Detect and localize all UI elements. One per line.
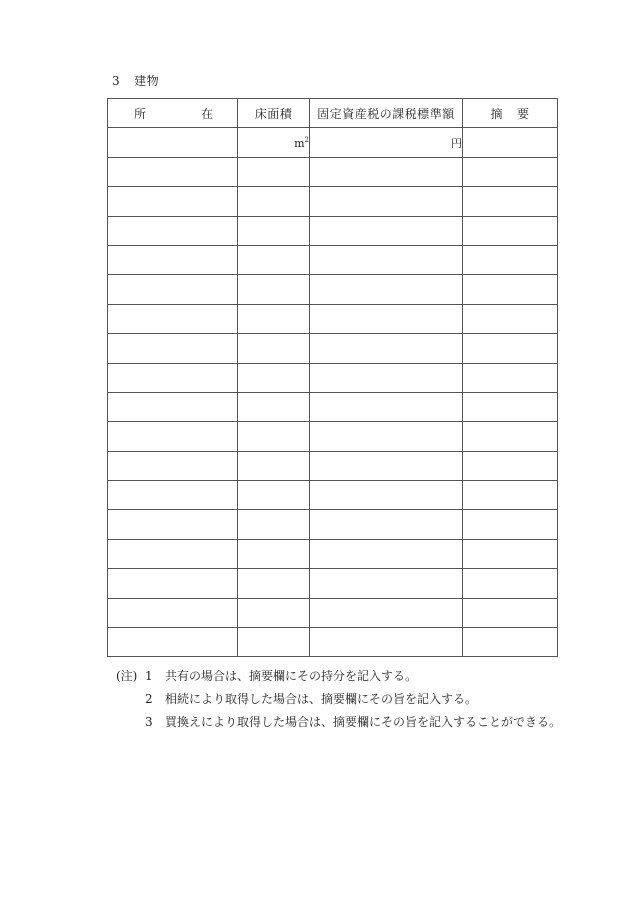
header-remarks <box>463 99 558 128</box>
remarks-cell[interactable] <box>463 128 558 157</box>
remarks-cell[interactable] <box>463 422 558 451</box>
remarks-cell[interactable] <box>463 569 558 598</box>
tax-value-cell[interactable] <box>310 598 463 627</box>
tax-value-cell[interactable] <box>310 275 463 304</box>
location-cell[interactable] <box>108 392 238 421</box>
remarks-cell[interactable] <box>463 245 558 274</box>
tax-value-cell[interactable] <box>310 187 463 216</box>
table-row <box>108 216 558 245</box>
floor-area-cell[interactable] <box>238 539 310 568</box>
table-row <box>108 363 558 392</box>
tax-value-cell[interactable] <box>310 157 463 186</box>
location-cell[interactable] <box>108 539 238 568</box>
tax-value-cell[interactable] <box>310 422 463 451</box>
tax-value-cell[interactable] <box>310 128 463 157</box>
note-number: 2 <box>145 691 153 706</box>
remarks-cell[interactable] <box>463 481 558 510</box>
header-remarks-left: 摘 <box>490 106 503 121</box>
location-cell[interactable] <box>108 598 238 627</box>
note-text: 買換えにより取得した場合は、摘要欄にその旨を記入することができる。 <box>165 715 562 729</box>
table-row <box>108 569 558 598</box>
floor-area-cell[interactable] <box>238 157 310 186</box>
floor-area-cell[interactable] <box>238 510 310 539</box>
tax-value-cell[interactable] <box>310 510 463 539</box>
remarks-cell[interactable] <box>463 598 558 627</box>
remarks-cell[interactable] <box>463 363 558 392</box>
floor-area-cell[interactable] <box>238 275 310 304</box>
tax-value-cell[interactable] <box>310 392 463 421</box>
table-row <box>108 245 558 274</box>
note-number: 3 <box>145 714 153 729</box>
notes-label: (注) <box>116 669 138 683</box>
header-location-left: 所 <box>134 106 147 121</box>
header-remarks-right: 要 <box>517 106 530 121</box>
table-row <box>108 481 558 510</box>
floor-area-cell[interactable] <box>238 187 310 216</box>
unit-square-superscript: 2 <box>304 135 309 144</box>
floor-area-cell[interactable] <box>238 128 310 157</box>
remarks-cell[interactable] <box>463 451 558 480</box>
remarks-cell[interactable] <box>463 392 558 421</box>
tax-value-cell[interactable] <box>310 539 463 568</box>
location-cell[interactable] <box>108 187 238 216</box>
location-cell[interactable] <box>108 481 238 510</box>
table-row <box>108 187 558 216</box>
remarks-cell[interactable] <box>463 187 558 216</box>
header-floor-area: 床面積 <box>238 99 310 128</box>
remarks-cell[interactable] <box>463 275 558 304</box>
table-row <box>108 422 558 451</box>
header-location <box>108 99 238 128</box>
location-cell[interactable] <box>108 451 238 480</box>
table-row <box>108 451 558 480</box>
location-cell[interactable] <box>108 128 238 157</box>
table-row <box>108 628 558 657</box>
floor-area-cell[interactable] <box>238 451 310 480</box>
remarks-cell[interactable] <box>463 510 558 539</box>
tax-value-cell[interactable] <box>310 216 463 245</box>
floor-area-cell[interactable] <box>238 334 310 363</box>
note-text: 相続により取得した場合は、摘要欄にその旨を記入する。 <box>165 692 478 706</box>
location-cell[interactable] <box>108 157 238 186</box>
floor-area-cell[interactable] <box>238 363 310 392</box>
remarks-cell[interactable] <box>463 216 558 245</box>
floor-area-cell[interactable] <box>238 569 310 598</box>
location-cell[interactable] <box>108 422 238 451</box>
notes-section <box>116 664 561 733</box>
tax-value-cell[interactable] <box>310 481 463 510</box>
header-location-right: 在 <box>200 106 213 121</box>
note-item <box>116 687 561 710</box>
location-cell[interactable] <box>108 304 238 333</box>
remarks-cell[interactable] <box>463 628 558 657</box>
floor-area-cell[interactable] <box>238 245 310 274</box>
tax-value-cell[interactable] <box>310 451 463 480</box>
table-row <box>108 128 558 157</box>
note-item <box>116 664 561 687</box>
note-text: 共有の場合は、摘要欄にその持分を記入する。 <box>165 669 418 683</box>
tax-value-cell[interactable] <box>310 245 463 274</box>
remarks-cell[interactable] <box>463 539 558 568</box>
floor-area-cell[interactable] <box>238 392 310 421</box>
floor-area-cell[interactable] <box>238 481 310 510</box>
remarks-cell[interactable] <box>463 304 558 333</box>
section-title: 建物 <box>134 74 160 88</box>
location-cell[interactable] <box>108 628 238 657</box>
remarks-cell[interactable] <box>463 157 558 186</box>
location-cell[interactable] <box>108 275 238 304</box>
note-number: 1 <box>145 668 153 683</box>
table-row <box>108 157 558 186</box>
floor-area-cell[interactable] <box>238 216 310 245</box>
floor-area-cell[interactable] <box>238 628 310 657</box>
unit-square-meter: m <box>294 136 305 150</box>
building-table <box>107 98 558 657</box>
note-item <box>116 710 561 733</box>
tax-value-cell[interactable] <box>310 569 463 598</box>
location-cell[interactable] <box>108 216 238 245</box>
unit-yen: 円 <box>451 136 462 150</box>
header-tax-value: 固定資産税の課税標準額 <box>310 99 463 128</box>
table-row <box>108 392 558 421</box>
table-row <box>108 598 558 627</box>
tax-value-cell[interactable] <box>310 304 463 333</box>
floor-area-cell[interactable] <box>238 304 310 333</box>
location-cell[interactable] <box>108 510 238 539</box>
table-row <box>108 334 558 363</box>
table-row <box>108 275 558 304</box>
floor-area-cell[interactable] <box>238 598 310 627</box>
table-row <box>108 304 558 333</box>
section-number: 3 <box>112 74 121 88</box>
location-cell[interactable] <box>108 363 238 392</box>
table-header-row <box>108 99 558 128</box>
tax-value-cell[interactable] <box>310 363 463 392</box>
table-row <box>108 510 558 539</box>
location-cell[interactable] <box>108 569 238 598</box>
section-heading <box>112 72 159 89</box>
location-cell[interactable] <box>108 245 238 274</box>
table-row <box>108 539 558 568</box>
floor-area-cell[interactable] <box>238 422 310 451</box>
remarks-cell[interactable] <box>463 334 558 363</box>
tax-value-cell[interactable] <box>310 334 463 363</box>
tax-value-cell[interactable] <box>310 628 463 657</box>
location-cell[interactable] <box>108 334 238 363</box>
